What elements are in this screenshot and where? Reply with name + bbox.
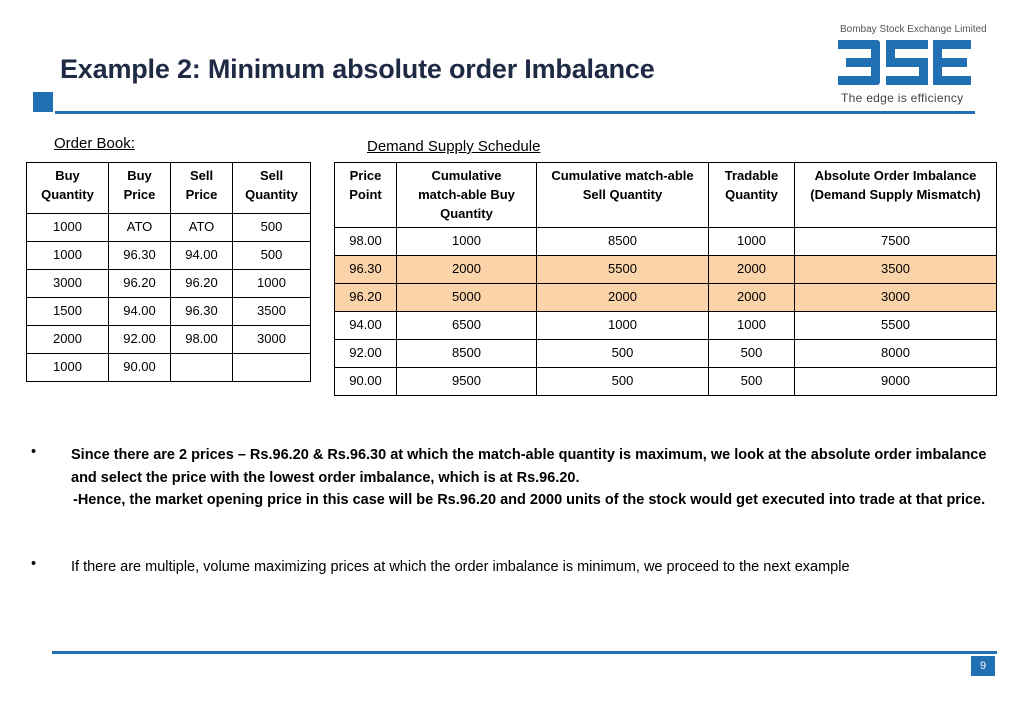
- table-cell: 92.00: [335, 340, 397, 368]
- table-cell: 1000: [27, 354, 109, 382]
- order-book-header-row: [27, 163, 311, 214]
- table-cell: 98.00: [171, 326, 233, 354]
- highlighted-row: [335, 256, 997, 284]
- table-cell: 8500: [397, 340, 537, 368]
- table-cell: [171, 354, 233, 382]
- table-cell: 2000: [397, 256, 537, 284]
- demand-supply-schedule-label: Demand Supply Schedule: [367, 138, 541, 155]
- bullet-text: Since there are 2 prices – Rs.96.20 & Rs.96.30 at which the match-able quantity is maximum, we look at the absolute order imbalance and select the price with the lowest order imbalance, which is at Rs.96.20.: [71, 447, 987, 486]
- table-cell: 1000: [27, 214, 109, 242]
- table-cell: 1000: [233, 270, 311, 298]
- footer-divider: [52, 651, 997, 654]
- table-row: [335, 368, 997, 396]
- header-tradable-quantity: Tradable Quantity: [709, 163, 795, 228]
- header-cumulative-sell: Cumulative match-able Sell Quantity: [537, 163, 709, 228]
- table-cell: 2000: [537, 284, 709, 312]
- table-row: [27, 242, 311, 270]
- table-cell: 96.30: [171, 298, 233, 326]
- table-cell: 94.00: [335, 312, 397, 340]
- table-cell: 96.30: [109, 242, 171, 270]
- table-cell: ATO: [171, 214, 233, 242]
- table-cell: 2000: [709, 256, 795, 284]
- table-cell: 500: [233, 214, 311, 242]
- logo-company-name: Bombay Stock Exchange Limited: [840, 24, 987, 35]
- table-cell: 94.00: [109, 298, 171, 326]
- table-cell: 8500: [537, 228, 709, 256]
- table-cell: 7500: [795, 228, 997, 256]
- table-row: [27, 354, 311, 382]
- table-cell: 96.20: [109, 270, 171, 298]
- table-cell: 500: [537, 368, 709, 396]
- header-order-imbalance: Absolute Order Imbalance (Demand Supply Mismatch): [795, 163, 997, 228]
- table-cell: 96.30: [335, 256, 397, 284]
- table-cell: 90.00: [335, 368, 397, 396]
- table-cell: 1000: [709, 312, 795, 340]
- table-row: [27, 270, 311, 298]
- highlighted-row: [335, 284, 997, 312]
- bullet-text-continued: -Hence, the market opening price in this case will be Rs.96.20 and 2000 units of the stock would get executed into trade at that price.: [73, 492, 986, 508]
- table-row: [27, 298, 311, 326]
- table-cell: 1000: [537, 312, 709, 340]
- table-cell: 3000: [233, 326, 311, 354]
- table-cell: 1000: [27, 242, 109, 270]
- table-cell: 2000: [27, 326, 109, 354]
- table-cell: ATO: [109, 214, 171, 242]
- table-cell: 5000: [397, 284, 537, 312]
- schedule-header-row: [335, 163, 997, 228]
- table-cell: 92.00: [109, 326, 171, 354]
- table-cell: 94.00: [171, 242, 233, 270]
- table-cell: 3000: [795, 284, 997, 312]
- table-row: [27, 326, 311, 354]
- table-cell: 3000: [27, 270, 109, 298]
- table-cell: 500: [709, 368, 795, 396]
- table-cell: 5500: [795, 312, 997, 340]
- header-cumulative-buy: Cumulative match-able Buy Quantity: [397, 163, 537, 228]
- bullet-item-2: If there are multiple, volume maximizing prices at which the order imbalance is minimum, we proceed to the next example: [71, 559, 850, 575]
- table-cell: 6500: [397, 312, 537, 340]
- table-cell: 500: [537, 340, 709, 368]
- table-cell: 3500: [795, 256, 997, 284]
- table-row: [335, 340, 997, 368]
- order-book-label: Order Book:: [54, 135, 135, 152]
- table-cell: 9000: [795, 368, 997, 396]
- table-cell: 3500: [233, 298, 311, 326]
- table-cell: 5500: [537, 256, 709, 284]
- accent-square: [33, 92, 53, 112]
- table-cell: 500: [233, 242, 311, 270]
- table-cell: 9500: [397, 368, 537, 396]
- logo-tagline: The edge is efficiency: [841, 91, 964, 105]
- bullet-item-1: [71, 444, 1011, 512]
- table-cell: 96.20: [171, 270, 233, 298]
- order-book-table: [26, 162, 311, 382]
- table-cell: 500: [709, 340, 795, 368]
- bullet-icon: •: [31, 444, 37, 460]
- bse-logo-icon: [838, 38, 972, 93]
- table-row: [335, 228, 997, 256]
- table-cell: 96.20: [335, 284, 397, 312]
- bullet-icon: •: [31, 556, 37, 572]
- table-cell: 98.00: [335, 228, 397, 256]
- table-cell: 90.00: [109, 354, 171, 382]
- header-price-point: Price Point: [335, 163, 397, 228]
- table-cell: 2000: [709, 284, 795, 312]
- header-sell-price: Sell Price: [171, 163, 233, 214]
- slide-title: Example 2: Minimum absolute order Imbalance: [60, 54, 655, 84]
- header-divider: [55, 111, 975, 114]
- table-cell: 1000: [709, 228, 795, 256]
- table-row: [27, 214, 311, 242]
- table-cell: 1500: [27, 298, 109, 326]
- table-cell: [233, 354, 311, 382]
- table-cell: 8000: [795, 340, 997, 368]
- table-row: [335, 312, 997, 340]
- header-buy-price: Buy Price: [109, 163, 171, 214]
- demand-supply-table: [334, 162, 997, 396]
- header-buy-quantity: Buy Quantity: [27, 163, 109, 214]
- table-cell: 1000: [397, 228, 537, 256]
- page-number: 9: [971, 656, 995, 676]
- header-sell-quantity: Sell Quantity: [233, 163, 311, 214]
